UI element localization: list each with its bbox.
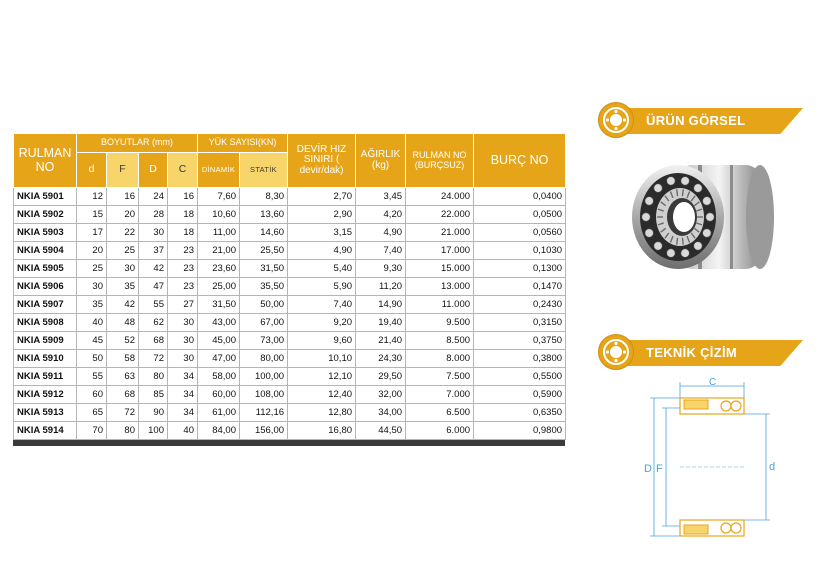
table-cell: 27 <box>168 296 198 314</box>
table-row <box>14 350 566 368</box>
table-cell: 58 <box>107 350 139 368</box>
table-row <box>14 278 566 296</box>
table-cell: 14,90 <box>356 296 406 314</box>
cell-rulman-no: NKIA 5903 <box>14 224 77 242</box>
table-cell: 43,00 <box>198 314 240 332</box>
table-cell: 32,00 <box>356 386 406 404</box>
table-cell: 9,30 <box>356 260 406 278</box>
table-cell: 73,00 <box>240 332 288 350</box>
table-cell: 28 <box>139 206 168 224</box>
table-cell: 108,00 <box>240 386 288 404</box>
table-cell: 23 <box>168 242 198 260</box>
table-cell: 70 <box>77 422 107 440</box>
table-cell: 3,45 <box>356 188 406 206</box>
table-cell: 68 <box>107 386 139 404</box>
table-cell: 84,00 <box>198 422 240 440</box>
table-cell: 20 <box>77 242 107 260</box>
table-cell: 20 <box>107 206 139 224</box>
header-dinamik: DİNAMİK <box>198 153 240 188</box>
bearing-ring-icon <box>598 102 634 138</box>
table-cell: 29,50 <box>356 368 406 386</box>
cell-rulman-no: NKIA 5913 <box>14 404 77 422</box>
table-cell: 0,3750 <box>474 332 566 350</box>
table-cell: 37 <box>139 242 168 260</box>
table-cell: 34,00 <box>356 404 406 422</box>
table-cell: 35 <box>107 278 139 296</box>
table-cell: 0,1470 <box>474 278 566 296</box>
table-cell: 21.000 <box>406 224 474 242</box>
table-cell: 30 <box>168 314 198 332</box>
table-cell: 16 <box>168 188 198 206</box>
table-cell: 24,30 <box>356 350 406 368</box>
table-cell: 7.500 <box>406 368 474 386</box>
table-cell: 14,60 <box>240 224 288 242</box>
table-cell: 16 <box>107 188 139 206</box>
table-cell: 12,10 <box>288 368 356 386</box>
header-agirlik: AĞIRLIK (kg) <box>356 134 406 188</box>
table-cell: 21,40 <box>356 332 406 350</box>
table-cell: 22 <box>107 224 139 242</box>
table-cell: 35 <box>77 296 107 314</box>
table-cell: 0,9800 <box>474 422 566 440</box>
table-cell: 30 <box>139 224 168 242</box>
table-cell: 48 <box>107 314 139 332</box>
table-cell: 22.000 <box>406 206 474 224</box>
table-cell: 3,15 <box>288 224 356 242</box>
header-d: d <box>77 153 107 188</box>
table-row <box>14 260 566 278</box>
table-cell: 0,3150 <box>474 314 566 332</box>
header-D: D <box>139 153 168 188</box>
spec-table <box>13 133 565 446</box>
section-title-product: ÜRÜN GÖRSEL <box>646 113 746 128</box>
table-cell: 10,60 <box>198 206 240 224</box>
table-cell: 7,40 <box>288 296 356 314</box>
table-cell: 25 <box>77 260 107 278</box>
table-cell: 44,50 <box>356 422 406 440</box>
table-cell: 25 <box>107 242 139 260</box>
table-cell: 47 <box>139 278 168 296</box>
table-cell: 5,40 <box>288 260 356 278</box>
table-cell: 60 <box>77 386 107 404</box>
table-cell: 0,2430 <box>474 296 566 314</box>
table-cell: 18 <box>168 206 198 224</box>
table-cell: 90 <box>139 404 168 422</box>
table-row <box>14 296 566 314</box>
table-cell: 40 <box>168 422 198 440</box>
table-cell: 30 <box>168 350 198 368</box>
table-cell: 50 <box>77 350 107 368</box>
cell-rulman-no: NKIA 5909 <box>14 332 77 350</box>
table-cell: 9,60 <box>288 332 356 350</box>
table-cell: 12,80 <box>288 404 356 422</box>
table-row <box>14 332 566 350</box>
table-row <box>14 404 566 422</box>
table-cell: 61,00 <box>198 404 240 422</box>
dim-label-d: d <box>769 461 776 473</box>
header-F: F <box>107 153 139 188</box>
table-row <box>14 206 566 224</box>
header-devir-hiz: DEVİR HIZ SINIRI ( devir/dak) <box>288 134 356 188</box>
table-cell: 4,90 <box>356 224 406 242</box>
cell-rulman-no: NKIA 5908 <box>14 314 77 332</box>
table-cell: 16,80 <box>288 422 356 440</box>
cell-rulman-no: NKIA 5910 <box>14 350 77 368</box>
table-cell: 8,30 <box>240 188 288 206</box>
header-rulman-burcsuz: RULMAN NO (BURÇSUZ) <box>406 134 474 188</box>
table-row <box>14 422 566 440</box>
header-burc-no: BURÇ NO <box>474 134 566 188</box>
table-cell: 63 <box>107 368 139 386</box>
section-header-product <box>598 102 803 138</box>
table-row <box>14 242 566 260</box>
table-cell: 0,6350 <box>474 404 566 422</box>
header-yuk-sayisi: YÜK SAYISI(KN) <box>198 134 288 153</box>
table-cell: 0,0560 <box>474 224 566 242</box>
table-row <box>14 314 566 332</box>
table-row <box>14 386 566 404</box>
table-cell: 100 <box>139 422 168 440</box>
table-cell: 13.000 <box>406 278 474 296</box>
table-cell: 72 <box>139 350 168 368</box>
table-cell: 0,3800 <box>474 350 566 368</box>
table-row <box>14 368 566 386</box>
table-cell: 31,50 <box>198 296 240 314</box>
table-cell: 23 <box>168 278 198 296</box>
table-cell: 34 <box>168 386 198 404</box>
table-row <box>14 224 566 242</box>
table-cell: 80 <box>107 422 139 440</box>
table-cell: 45 <box>77 332 107 350</box>
table-cell: 85 <box>139 386 168 404</box>
table-cell: 34 <box>168 368 198 386</box>
table-cell: 21,00 <box>198 242 240 260</box>
cell-rulman-no: NKIA 5906 <box>14 278 77 296</box>
table-cell: 30 <box>168 332 198 350</box>
table-cell: 0,1300 <box>474 260 566 278</box>
table-cell: 11,00 <box>198 224 240 242</box>
table-cell: 0,1030 <box>474 242 566 260</box>
table-cell: 112,16 <box>240 404 288 422</box>
table-cell: 34 <box>168 404 198 422</box>
table-cell: 2,90 <box>288 206 356 224</box>
table-cell: 65 <box>77 404 107 422</box>
cell-rulman-no: NKIA 5905 <box>14 260 77 278</box>
section-title-technical: TEKNİK ÇİZİM <box>646 345 737 360</box>
cell-rulman-no: NKIA 5902 <box>14 206 77 224</box>
cell-rulman-no: NKIA 5901 <box>14 188 77 206</box>
table-cell: 40 <box>77 314 107 332</box>
table-cell: 30 <box>77 278 107 296</box>
table-cell: 25,00 <box>198 278 240 296</box>
table-cell: 0,5500 <box>474 368 566 386</box>
table-cell: 52 <box>107 332 139 350</box>
table-cell: 4,20 <box>356 206 406 224</box>
table-cell: 156,00 <box>240 422 288 440</box>
table-cell: 15 <box>77 206 107 224</box>
table-cell: 12 <box>77 188 107 206</box>
table-cell: 15.000 <box>406 260 474 278</box>
table-cell: 58,00 <box>198 368 240 386</box>
cell-rulman-no: NKIA 5914 <box>14 422 77 440</box>
table-cell: 31,50 <box>240 260 288 278</box>
table-cell: 80,00 <box>240 350 288 368</box>
header-rulman-no: RULMAN NO <box>14 134 77 188</box>
table-cell: 62 <box>139 314 168 332</box>
table-cell: 10,10 <box>288 350 356 368</box>
table-cell: 80 <box>139 368 168 386</box>
table-cell: 11,20 <box>356 278 406 296</box>
table-cell: 7,60 <box>198 188 240 206</box>
table-cell: 18 <box>168 224 198 242</box>
dim-label-D: D <box>644 463 652 475</box>
header-C: C <box>168 153 198 188</box>
table-cell: 12,40 <box>288 386 356 404</box>
table-cell: 19,40 <box>356 314 406 332</box>
table-cell: 0,5900 <box>474 386 566 404</box>
header-statik: STATİK <box>240 153 288 188</box>
table-cell: 55 <box>139 296 168 314</box>
cell-rulman-no: NKIA 5911 <box>14 368 77 386</box>
cell-rulman-no: NKIA 5907 <box>14 296 77 314</box>
section-header-technical <box>598 334 803 370</box>
table-cell: 42 <box>107 296 139 314</box>
table-cell: 60,00 <box>198 386 240 404</box>
table-cell: 25,50 <box>240 242 288 260</box>
table-cell: 30 <box>107 260 139 278</box>
cell-rulman-no: NKIA 5912 <box>14 386 77 404</box>
table-cell: 9,20 <box>288 314 356 332</box>
table-cell: 24 <box>139 188 168 206</box>
table-cell: 7,40 <box>356 242 406 260</box>
table-cell: 47,00 <box>198 350 240 368</box>
table-cell: 100,00 <box>240 368 288 386</box>
table-cell: 17.000 <box>406 242 474 260</box>
table-cell: 6.000 <box>406 422 474 440</box>
table-row <box>14 188 566 206</box>
product-image <box>620 155 780 285</box>
table-cell: 2,70 <box>288 188 356 206</box>
table-cell: 72 <box>107 404 139 422</box>
table-cell: 67,00 <box>240 314 288 332</box>
table-cell: 23,60 <box>198 260 240 278</box>
table-cell: 50,00 <box>240 296 288 314</box>
spec-table-body <box>14 188 566 440</box>
table-cell: 6.500 <box>406 404 474 422</box>
table-cell: 8.500 <box>406 332 474 350</box>
dim-label-C: C <box>709 378 717 388</box>
table-cell: 13,60 <box>240 206 288 224</box>
dim-label-F: F <box>656 463 663 475</box>
table-cell: 45,00 <box>198 332 240 350</box>
table-cell: 17 <box>77 224 107 242</box>
table-cell: 11.000 <box>406 296 474 314</box>
table-cell: 0,0400 <box>474 188 566 206</box>
table-cell: 9.500 <box>406 314 474 332</box>
table-cell: 55 <box>77 368 107 386</box>
technical-drawing <box>628 378 788 548</box>
cell-rulman-no: NKIA 5904 <box>14 242 77 260</box>
header-boyutlar: BOYUTLAR (mm) <box>77 134 198 153</box>
table-cell: 23 <box>168 260 198 278</box>
table-cell: 7.000 <box>406 386 474 404</box>
table-cell: 35,50 <box>240 278 288 296</box>
table-cell: 24.000 <box>406 188 474 206</box>
table-cell: 4,90 <box>288 242 356 260</box>
table-cell: 8.000 <box>406 350 474 368</box>
table-cell: 0,0500 <box>474 206 566 224</box>
table-cell: 5,90 <box>288 278 356 296</box>
table-cell: 42 <box>139 260 168 278</box>
bearing-ring-icon <box>598 334 634 370</box>
table-cell: 68 <box>139 332 168 350</box>
